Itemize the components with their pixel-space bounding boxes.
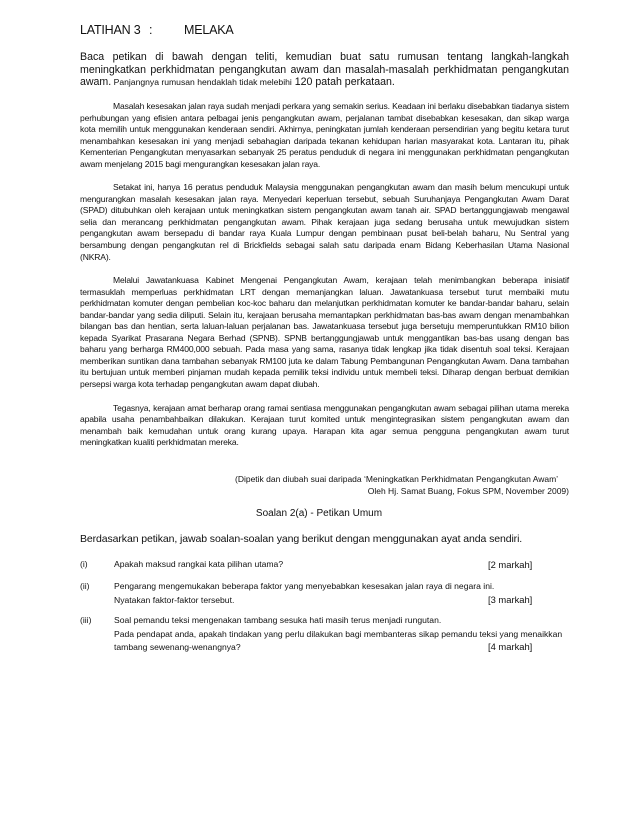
instruction-word-count: 120 patah perkataan. bbox=[291, 76, 395, 89]
instruction-main: Baca petikan di bawah dengan teliti, kemudian buat satu rumusan tentang langkah-langkah meningkatkan perkhidmatan pengangkutan awam dan masalah-masalah perkhidmatan pengangkutan awam. bbox=[80, 51, 569, 89]
exercise-header bbox=[80, 23, 234, 37]
question-text: Soal pemandu teksi mengenakan tambang sesuka hati masih terus menjadi rungutan. Pada pendapat anda, apakah tindakan yang perlu dilakukan bagi membanteras sikap pemandu teksi yang menaikkan tambang sewenang-wenangnya? bbox=[114, 615, 563, 652]
question-marks: [4 markah] bbox=[488, 641, 533, 652]
question-marks: [3 markah] bbox=[488, 594, 533, 605]
exercise-location: MELAKA bbox=[184, 23, 234, 37]
question-text: Apakah maksud rangkai kata pilihan utama? bbox=[114, 559, 284, 569]
question-marks: [2 markah] bbox=[488, 559, 533, 570]
question-number: (i) bbox=[80, 559, 88, 569]
exercise-label: LATIHAN 3 bbox=[80, 23, 141, 37]
instruction-limit: Panjangnya rumusan hendaklah tidak melebihi bbox=[111, 77, 292, 88]
source-citation-line-2: Oleh Hj. Samat Buang, Fokus SPM, November 2009) bbox=[367, 486, 569, 496]
header-colon: : bbox=[149, 23, 153, 37]
passage-paragraph-2: Setakat ini, hanya 16 peratus penduduk Malaysia menggunakan pengangkutan awam dan masih belum mencukupi untuk mengurangkan masalah kesesakan jalan raya. Menyedari keperluan tersebut, sebuah Suruhanjaya Pengangkutan Awam Darat (SPAD) ditubuhkan oleh kerajaan untuk meningkatkan sistem pengangkutan awam tanah air. SPAD bertanggungjawab mengawal selia dan merancang perkhidmatan pengangkutan awam. Pihak kerajaan juga sedang berusaha untuk mewujudkan sistem pengangkutan awam bersepadu di bandar raya Kuala Lumpur dengan pembinaan pusat beli-belah baharu, Nu Sentral yang bersambung dengan pengangkutan rel di Brickfields sebagai salah satu daripada enam Bidang Keberhasilan Utama Nasional (NKRA). bbox=[80, 182, 569, 262]
questions-title: Soalan 2(a) - Petikan Umum bbox=[255, 508, 383, 519]
passage-paragraph-3: Melalui Jawatankuasa Kabinet Mengenai Pengangkutan Awam, kerajaan telah menimbangkan beberapa inisiatif termasuklah memperluas perkhidmatan LRT dengan memanjangkan laluan. Jawatankuasa tersebut turut membaiki mutu perkhidmatan komuter dengan pembelian koc-koc baharu dan melanjutkan perkhidmatan komuter ke bandar-bandar baharu, selain bandar-bandar yang sedia diliputi. Selain itu, kerajaan berusaha memantapkan perkhidmatan bas-bas awam dengan menambahkan bilangan bas dan hentian, serta laluan-laluan perjalanan bas. Jawatankuasa tersebut juga bersetuju memperuntukkan RM10 bilion kepada Syarikat Prasarana Negara Berhad (SPNB). SPNB bertanggungjawab untuk menggantikan bas-bas usang dengan bas baharu yang berharga RM400,000 sebuah. Pada masa yang sama, rasanya tidak lengkap jika tidak disentuh soal teksi. Kerajaan memberikan suntikan dana tambahan sebanyak RM100 juta ke dalam Tabung Pembangunan Pengangkutan Awam. Dana tambahan itu bertujuan untuk memberi pinjaman mudah kepada pemilik teksi individu untuk membeli teksi. Diharap dengan berbuat demikian persepsi warga kota terhadap pengangkutan awam dapat diubah. bbox=[80, 275, 569, 390]
passage-paragraph-4: Tegasnya, kerajaan amat berharap orang ramai sentiasa menggunakan pengangkutan awam sebagai pilihan utama mereka apabila usaha penambahbaikan dilakukan. Kerajaan turut komited untuk mengintegrasikan sistem pengangkutan awam dan menambah baik kemudahan untuk orang kurang upaya. Harapan kita agar semua pengguna pengangkutan awam turut meningkatkan kualiti perkhidmatan mereka. bbox=[80, 402, 569, 448]
document-page: LATIHAN 3 : MELAKA Baca petikan di bawah dengan teliti, kemudian buat satu rumusan tentang langkah-langkah meningkatkan perkhidmatan pengangkutan awam dan masalah-masalah perkhidmatan pengangkutan awam. Panjangnya rumusan hendaklah tidak melebihi 120 patah perkataan. Masalah kesesakan jalan raya sudah menjadi perkara yang semakin serius. Keadaan ini berlaku disebabkan tiadanya sistem perhubungan yang efisien antara pelbagai jenis pengangkutan awam, perjalanan tambat disebabkan kesesakan, dan sikap warga kota memilih untuk menggunakan kenderaan sendiri. Akhirnya, peningkatan jumlah kenderaan persendirian yang begitu ketara turut menambahkan kesesakan ini yang menjadi sebahagian daripada tekanan kehidupan harian masyarakat kota. Lantaran itu, pihak Kementerian Pengangkutan menyasarkan sebanyak 25 peratus penduduk di negara ini menggunakan perkhidmatan pengangkutan awam menjelang 2015 bagi mengurangkan kesesakan jalan raya. Setakat ini, hanya 16 peratus penduduk Malaysia menggunakan pengangkutan awam dan masih belum mencukupi untuk mengurangkan masalah kesesakan jalan raya. Menyedari keperluan tersebut, sebuah Suruhanjaya Pengangkutan Awam Darat (SPAD) ditubuhkan oleh kerajaan untuk meningkatkan sistem pengangkutan awam tanah air. SPAD bertanggungjawab mengawal selia dan merancang perkhidmatan pengangkutan awam. Pihak kerajaan juga sedang berusaha untuk mewujudkan sistem pengangkutan awam bersepadu di bandar raya Kuala Lumpur dengan pembinaan pusat beli-belah baharu, Nu Sentral yang bersambung dengan pengangkutan rel di Brickfields sebagai salah satu daripada enam Bidang Keberhasilan Utama Nasional (NKRA). Melalui Jawatankuasa Kabinet Mengenai Pengangkutan Awam, kerajaan telah menimbangkan beberapa inisiatif termasuklah memperluas perkhidmatan LRT dengan memanjangkan laluan. Jawatankuasa tersebut turut membaiki mutu perkhidmatan komuter dengan pembelian koc-koc baharu dan melanjutkan perkhidmatan komuter ke bandar-bandar baharu, selain bandar-bandar yang sedia diliputi. Selain itu, kerajaan berusaha memantapkan perkhidmatan bas-bas awam dengan menambahkan bilangan bas dan hentian, serta laluan-laluan perjalanan bas. Jawatankuasa tersebut juga bersetuju memperuntukkan RM10 bilion kepada Syarikat Prasarana Negara Berhad (SPNB). SPNB bertanggungjawab untuk menggantikan bas-bas usang dengan bas baharu yang berharga RM400,000 sebuah. Pada masa yang sama, rasanya tidak lengkap jika tidak disentuh soal teksi. Kerajaan memberikan suntikan dana tambahan sebanyak RM100 juta ke dalam Tabung Pembangunan Pengangkutan Awam. Dana tambahan itu bertujuan untuk memberi pinjaman mudah kepada pemilik teksi individu untuk membeli teksi. Diharap dengan berbuat demikian persepsi warga kota terhadap pengangkutan awam dapat diubah. Tegasnya, kerajaan amat berharap orang ramai sentiasa menggunakan pengangkutan awam sebagai pilihan utama mereka apabila usaha penambahbaikan dilakukan. Kerajaan turut komited untuk mengintegrasikan sistem pengangkutan awam dan menambah baik kemudahan untuk orang kurang upaya. Harapan kita agar semua pengguna pengangkutan awam turut meningkatkan kualiti perkhidmatan mereka. (Dipetik dan diubah suai daripada ‘Meningkatkan Perkhidmatan Pengangkutan Awam’ Oleh Hj. Samat Buang, Fokus SPM, November 2009) Soalan 2(a) - Petikan Umum Berdasarkan petikan, jawab soalan-soalan yang berikut dengan menggunakan ayat anda sendiri. (i) Apakah maksud rangkai kata pilihan utama? [2 markah] (ii) Pengarang mengemukakan beberapa faktor yang menyebabkan kesesakan jalan raya di negara ini. Nyatakan faktor-faktor tersebut. [3 markah] (iii) Soal pemandu teksi mengenakan tambang sesuka hati masih terus menjadi rungutan. Pada pendapat anda, apakah tindakan yang perlu dilakukan bagi membanteras sikap pemandu teksi yang menaikkan tambang sewenang-wenangnya? [4 markah] bbox=[0, 0, 638, 826]
questions-instruction: Berdasarkan petikan, jawab soalan-soalan yang berikut dengan menggunakan ayat anda sendiri. bbox=[80, 533, 523, 545]
summary-instruction bbox=[80, 51, 569, 89]
question-text: Pengarang mengemukakan beberapa faktor yang menyebabkan kesesakan jalan raya di negara ini. Nyatakan faktor-faktor tersebut. bbox=[114, 581, 495, 605]
passage-paragraph-1: Masalah kesesakan jalan raya sudah menjadi perkara yang semakin serius. Keadaan ini berlaku disebabkan tiadanya sistem perhubungan yang efisien antara pelbagai jenis pengangkutan awam, perjalanan tambat disebabkan kesesakan, dan sikap warga kota memilih untuk menggunakan kenderaan sendiri. Akhirnya, peningkatan jumlah kenderaan persendirian yang begitu ketara turut menambahkan kesesakan ini yang menjadi sebahagian daripada tekanan kehidupan harian masyarakat kota. Lantaran itu, pihak Kementerian Pengangkutan menyasarkan sebanyak 25 peratus penduduk di negara ini menggunakan perkhidmatan pengangkutan awam menjelang 2015 bagi mengurangkan kesesakan jalan raya. bbox=[80, 101, 569, 169]
reading-passage bbox=[80, 101, 569, 449]
question-number: (iii) bbox=[80, 615, 92, 625]
question-number: (ii) bbox=[80, 581, 90, 591]
